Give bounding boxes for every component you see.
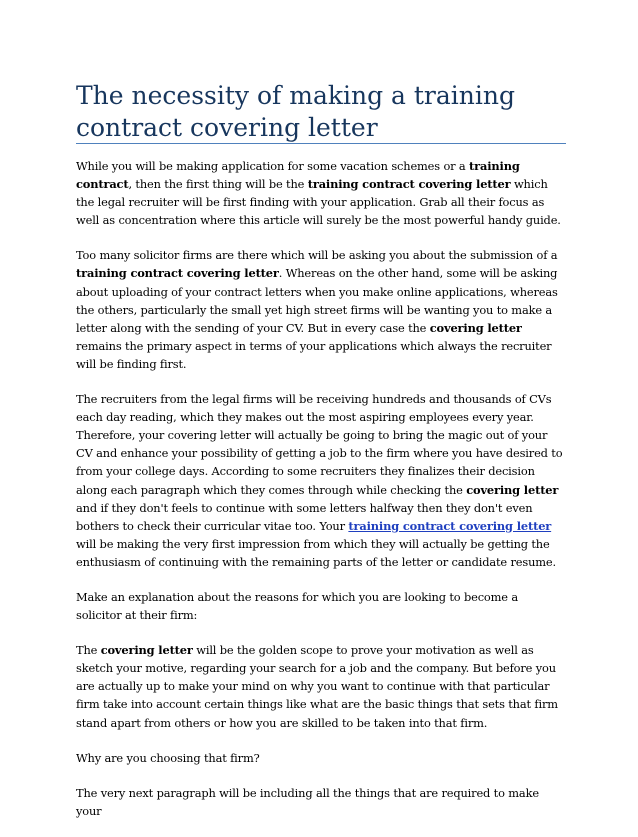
text-run: . Whereas on the other hand, some will be asking about uploading of your contract letters when you make online applications, whereas the others, particularly the small yet high street firms will be wanting you to make a letter along with the sending of your CV. But in every case the bbox=[76, 266, 558, 335]
paragraph bbox=[76, 157, 566, 229]
bold-text: covering letter bbox=[466, 482, 559, 497]
text-run: remains the primary aspect in terms of your applications which always the recruiter will be finding first. bbox=[76, 338, 552, 371]
text-run: The bbox=[76, 643, 101, 658]
text-run: The recruiters from the legal firms will be receiving hundreds and thousands of CVs each day reading, which they makes out the most aspiring employees every year. Therefore, your covering letter will actually be going to bring the magic out of your CV and enhance your possibility of getting a job to the firm where you have desired to from your college days. According to some recruiters they finalizes their decision along each paragraph which they comes through while checking the bbox=[76, 392, 563, 497]
paragraph bbox=[76, 246, 566, 373]
paragraph bbox=[76, 641, 566, 731]
text-run: which the legal recruiter will be first finding with your application. Grab all their focus as well as concentration where this article will surely be the most powerful handy guide. bbox=[76, 177, 561, 228]
text-run: will be making the very first impression from which they will actually be getting the enthusiasm of continuing with the remaining parts of the letter or candidate resume. bbox=[76, 536, 556, 569]
text-run: Too many solicitor firms are there which will be asking you about the submission of a bbox=[76, 248, 558, 263]
title-underline-rule bbox=[76, 143, 566, 144]
bold-text: training contract bbox=[76, 159, 520, 192]
text-run: and if they don't feels to continue with some letters halfway then they don't even bothers to check their curricular vitae too. Your bbox=[76, 500, 533, 533]
bold-text: covering letter bbox=[429, 320, 522, 335]
text-run: Make an explanation about the reasons for which you are looking to become a solicitor at their firm: bbox=[76, 589, 518, 623]
paragraph bbox=[76, 784, 566, 820]
text-run: will be the golden scope to prove your motivation as well as sketch your motive, regarding your search for a job and the company. But before you are actually up to make your mind on why you want to continue with that particular firm take into account certain things like what are the basic things that sets that firm stand apart from others or how you are skilled to be taken into that firm. bbox=[76, 643, 558, 730]
text-run: Why are you choosing that firm? bbox=[76, 750, 260, 765]
hyperlink[interactable]: training contract covering letter bbox=[348, 518, 552, 533]
text-run: The very next paragraph will be including all the things that are required to make your bbox=[76, 785, 539, 818]
paragraph bbox=[76, 588, 566, 624]
document-title: The necessity of making a training contract covering letter bbox=[76, 81, 515, 142]
document-body bbox=[76, 157, 566, 837]
text-run: , then the first thing will be the bbox=[128, 177, 308, 192]
paragraph bbox=[76, 390, 566, 571]
bold-text: covering letter bbox=[100, 643, 193, 658]
paragraph bbox=[76, 749, 566, 767]
bold-text: training contract covering letter bbox=[307, 177, 511, 192]
text-run: While you will be making application for some vacation schemes or a bbox=[76, 159, 470, 173]
bold-text: training contract covering letter bbox=[76, 266, 279, 281]
